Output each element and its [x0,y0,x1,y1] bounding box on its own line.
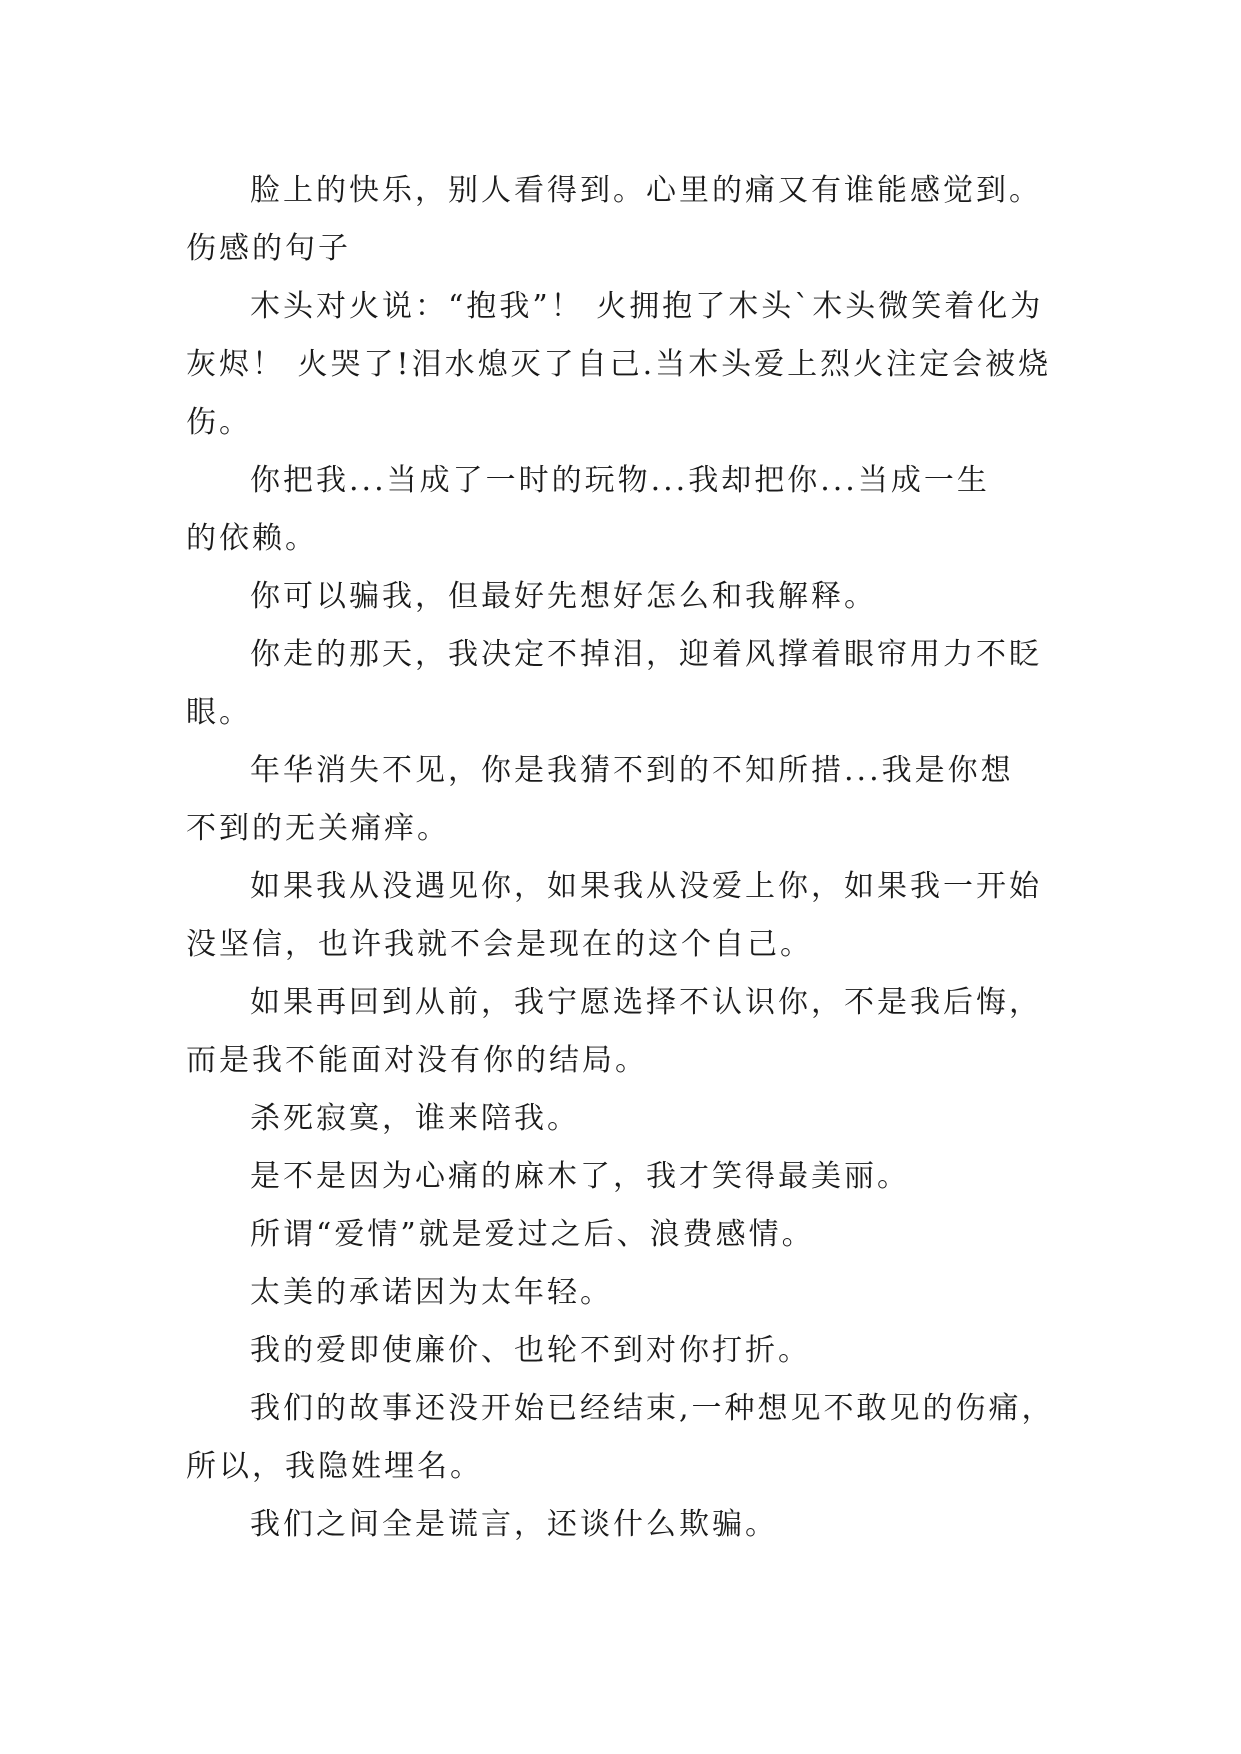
text-line: 年华消失不见，你是我猜不到的不知所措...我是你想 [250,753,1014,788]
text-line: 我们之间全是谎言，还谈什么欺骗。 [250,1507,778,1542]
text-line: 没坚信，也许我就不会是现在的这个自己。 [186,927,813,962]
text-line: 是不是因为心痛的麻木了，我才笑得最美丽。 [250,1159,910,1194]
paragraph [186,452,1078,568]
text-line: 而是我不能面对没有你的结局。 [186,1043,648,1078]
text-line: 不到的无关痛痒。 [186,811,450,846]
text-line: 你走的那天，我决定不掉泪，迎着风撑着眼帘用力不眨 [250,637,1042,672]
paragraph [186,1206,1078,1264]
paragraph [186,1090,1078,1148]
paragraph [186,626,1078,742]
document-body [186,162,1078,1554]
text-line: 如果我从没遇见你，如果我从没爱上你，如果我一开始 [250,869,1042,904]
text-line: 太美的承诺因为太年轻。 [250,1275,613,1310]
text-line: 如果再回到从前，我宁愿选择不认识你，不是我后悔， [250,985,1042,1020]
paragraph [186,162,1078,278]
text-line: 所谓“爱情”就是爱过之后、浪费感情。 [250,1217,815,1252]
paragraph [186,1264,1078,1322]
text-line: 我们的故事还没开始已经结束,一种想见不敢见的伤痛， [250,1391,1055,1426]
text-line: 木头对火说：“抱我”！ 火拥抱了木头`木头微笑着化为 [250,289,1044,324]
text-line: 灰烬！ 火哭了!泪水熄灭了自己.当木头爱上烈火注定会被烧 [186,347,1052,382]
text-line: 伤。 [186,405,252,440]
paragraph [186,974,1078,1090]
paragraph [186,858,1078,974]
text-line: 你把我...当成了一时的玩物...我却把你...当成一生 [250,463,990,498]
paragraph [186,1322,1078,1380]
text-line: 我的爱即使廉价、也轮不到对你打折。 [250,1333,811,1368]
text-line: 脸上的快乐，别人看得到。心里的痛又有谁能感觉到。 [250,173,1042,208]
text-line: 所以，我隐姓埋名。 [186,1449,483,1484]
text-line: 眼。 [186,695,252,730]
text-line: 伤感的句子 [186,231,351,266]
text-line: 的依赖。 [186,521,318,556]
paragraph [186,1496,1078,1554]
paragraph [186,278,1078,452]
paragraph [186,1380,1078,1496]
paragraph [186,742,1078,858]
text-line: 杀死寂寞，谁来陪我。 [250,1101,580,1136]
paragraph [186,568,1078,626]
paragraph [186,1148,1078,1206]
text-line: 你可以骗我，但最好先想好怎么和我解释。 [250,579,877,614]
